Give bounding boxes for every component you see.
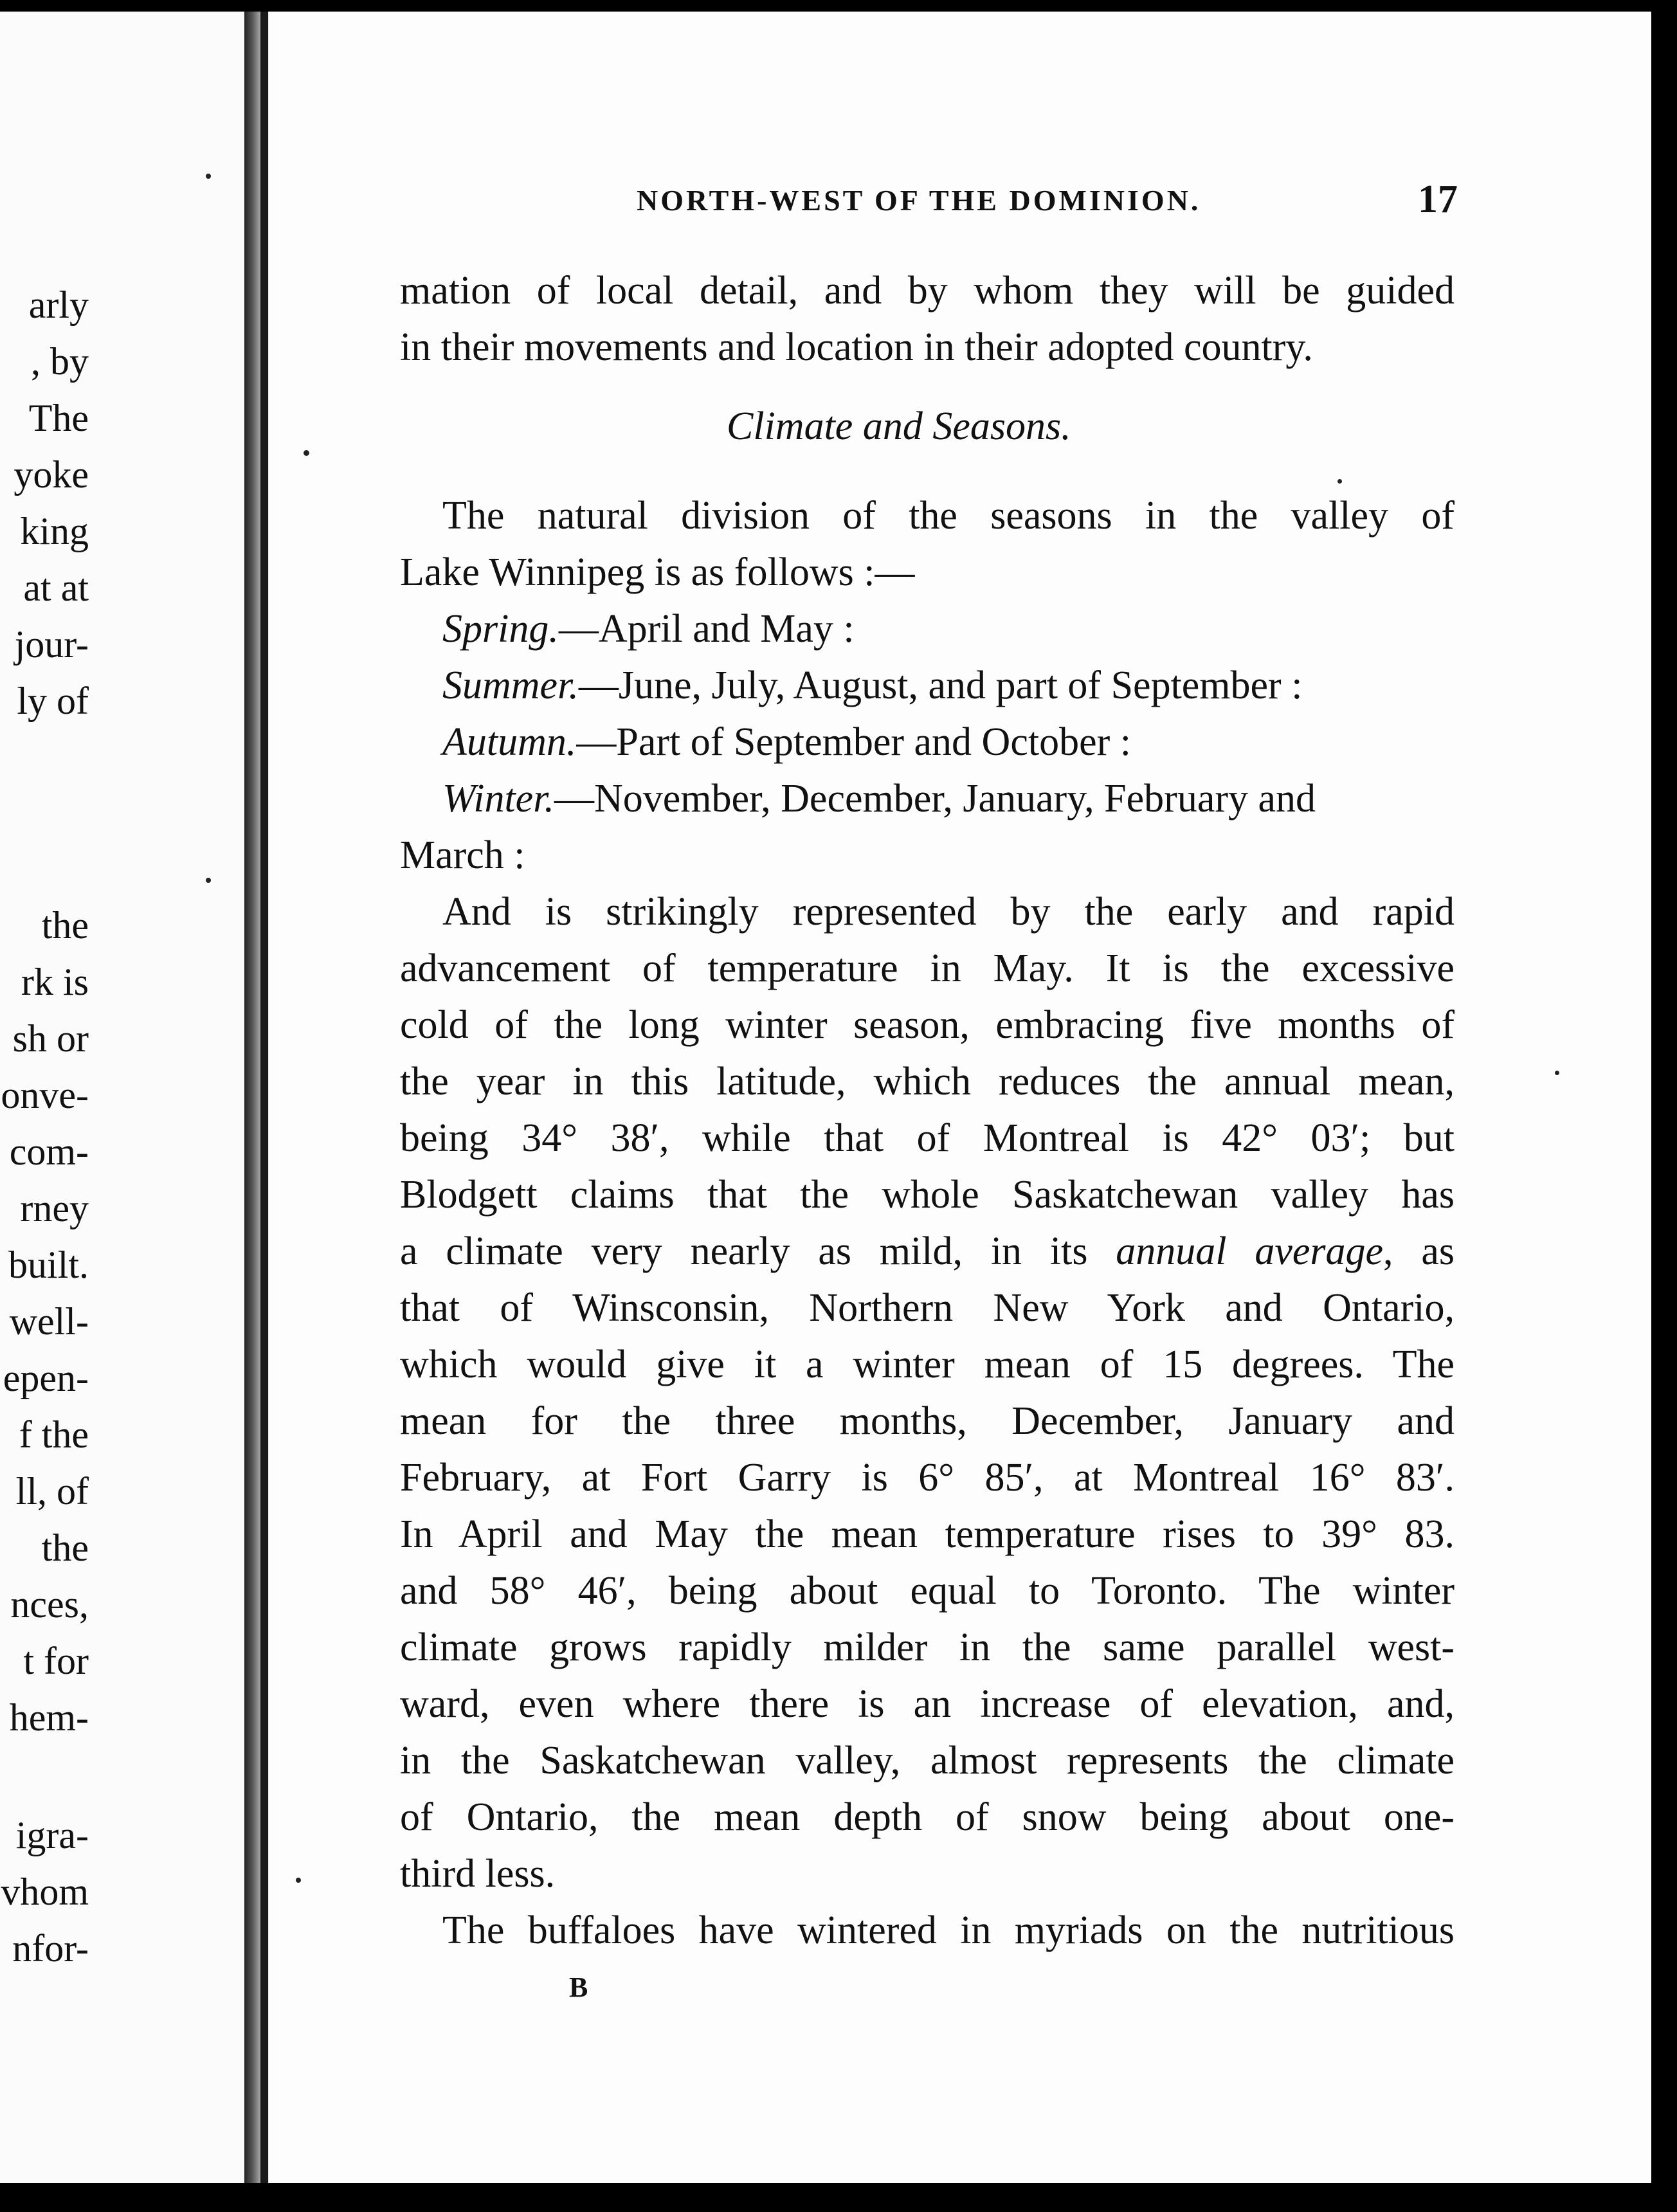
scan-border-top — [0, 0, 1677, 12]
section-title: Climate and Seasons. — [727, 404, 1071, 448]
left-fragment-line: nfor- — [12, 1927, 89, 1970]
left-fragment-line: vhom — [1, 1871, 89, 1913]
left-fragment-line: yoke — [14, 453, 89, 496]
season-spring — [442, 603, 855, 655]
season-name: Spring. — [442, 607, 559, 651]
left-fragment-line: The — [28, 397, 89, 439]
left-fragment-line: rney — [20, 1187, 89, 1229]
left-fragment-line: t for — [23, 1640, 89, 1682]
left-fragment-line: king — [20, 510, 89, 552]
text-line: in the Saskatchewan valley, almost represents the climate — [400, 1739, 1455, 1782]
left-fragment-line: ll, of — [15, 1470, 89, 1512]
text-line: March : — [400, 833, 525, 877]
scan-speck — [296, 1878, 301, 1883]
book-gutter-shadow — [260, 12, 268, 2183]
text-line: Lake Winnipeg is as follows :— — [400, 550, 915, 594]
text-line: of Ontario, the mean depth of snow being about one- — [400, 1795, 1455, 1839]
season-autumn — [442, 716, 1131, 768]
left-fragment-line: ly of — [17, 680, 89, 722]
season-name: Winter. — [442, 777, 554, 820]
text-line: The natural division of the seasons in the valley of — [442, 494, 1455, 538]
text-line: that of Winsconsin, Northern New York and Ontario, — [400, 1286, 1455, 1330]
season-name: Autumn. — [442, 720, 577, 764]
left-fragment-line: the — [41, 904, 89, 947]
text-line: climate grows rapidly milder in the same parallel west- — [400, 1626, 1455, 1669]
season-name: Summer. — [442, 664, 579, 707]
left-fragment-line: at at — [23, 567, 89, 609]
season-text: —November, December, January, February and — [554, 777, 1316, 820]
left-fragment-line: well- — [9, 1300, 89, 1343]
text-line: mean for the three months, December, January and — [400, 1399, 1455, 1443]
text-line: Blodgett claims that the whole Saskatchewan valley has — [400, 1173, 1455, 1217]
text-line: advancement of temperature in May. It is the excessive — [400, 947, 1455, 990]
text-line: third less. — [400, 1852, 556, 1896]
left-fragment-line: jour- — [14, 623, 89, 666]
scan-speck — [304, 450, 309, 456]
left-facing-page — [0, 12, 257, 2183]
text-line: which would give it a winter mean of 15 degrees. The — [400, 1343, 1455, 1386]
left-fragment-line: onve- — [1, 1074, 89, 1116]
text-line: The buffaloes have wintered in myriads on the nutritious — [442, 1908, 1455, 1952]
text-line: in their movements and location in their adopted country. — [400, 325, 1313, 369]
left-fragment-line: nces, — [10, 1583, 89, 1626]
signature-mark: B — [569, 1972, 588, 2003]
page-number: 17 — [1418, 177, 1458, 221]
scan-border-bottom — [0, 2183, 1677, 2212]
season-text: —Part of September and October : — [576, 720, 1131, 764]
left-fragment-line: arly — [28, 284, 89, 326]
text-line: ward, even where there is an increase of elevation, and, — [400, 1682, 1455, 1726]
left-fragment-line: com- — [9, 1130, 89, 1173]
scan-speck — [1337, 479, 1342, 484]
running-head: NORTH-WEST OF THE DOMINION. — [637, 184, 1201, 217]
left-fragment-line: hem- — [9, 1696, 89, 1739]
left-fragment-line: the — [41, 1527, 89, 1569]
left-fragment-line: rk is — [21, 961, 89, 1003]
season-text: —April and May : — [558, 607, 855, 651]
scan-speck — [206, 174, 211, 179]
text-line: being 34° 38′, while that of Montreal is 42° 03′; but — [400, 1116, 1455, 1160]
left-fragment-line: f the — [19, 1413, 89, 1456]
text-line: the year in this latitude, which reduces the annual mean, — [400, 1060, 1455, 1103]
season-text: —June, July, August, and part of September : — [578, 664, 1303, 707]
text-line: cold of the long winter season, embracing five months of — [400, 1003, 1455, 1047]
left-fragment-line: , by — [31, 340, 89, 383]
left-fragment-line: built. — [8, 1244, 89, 1286]
left-fragment-line: sh or — [12, 1017, 89, 1060]
left-fragment-line: igra- — [15, 1814, 89, 1856]
text-line: February, at Fort Garry is 6° 85′, at Montreal 16° 83′. — [400, 1456, 1455, 1500]
scan-border-right — [1651, 0, 1677, 2212]
text-line: mation of local detail, and by whom they will be guided — [400, 269, 1455, 313]
text-line: and 58° 46′, being about equal to Toronto. The winter — [400, 1569, 1455, 1613]
left-fragment-line: epen- — [3, 1357, 89, 1399]
season-summer — [442, 660, 1302, 711]
season-winter — [442, 773, 1316, 824]
scan-speck — [206, 878, 211, 883]
text-line: And is strikingly represented by the early and rapid — [442, 890, 1455, 934]
scan-speck — [1555, 1071, 1559, 1075]
text-line: a climate very nearly as mild, in its annual average, as — [400, 1229, 1455, 1273]
text-line: In April and May the mean temperature rises to 39° 83. — [400, 1512, 1455, 1556]
